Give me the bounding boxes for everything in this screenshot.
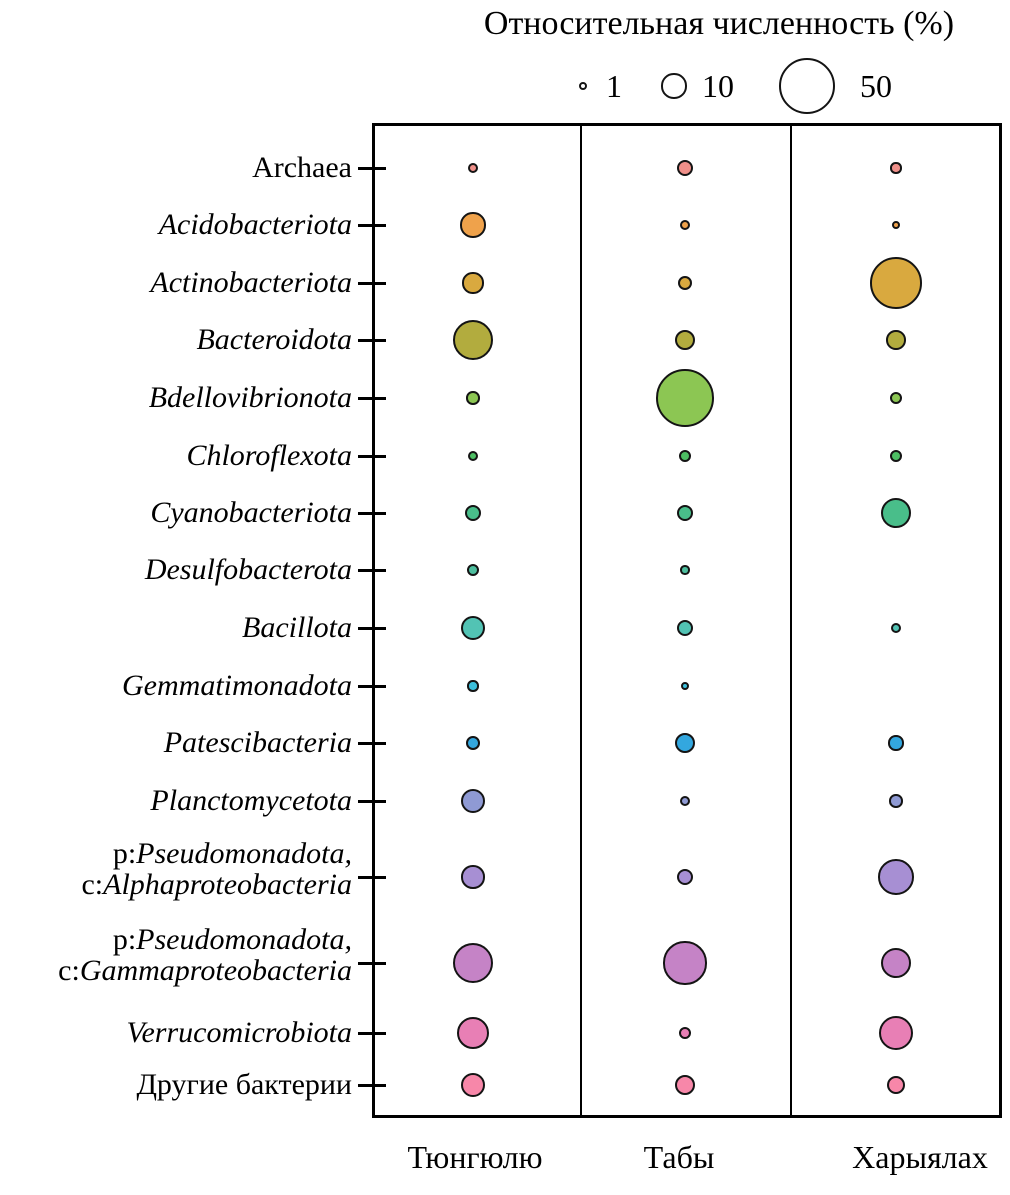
bubble-Тюнгюлю-12 [461,865,484,888]
row-label-line: Chloroflexota [186,439,352,472]
row-label-14 [0,1017,352,1049]
row-label-12 [0,838,352,900]
bubble-Табы-7 [680,565,689,574]
bubble-Тюнгюлю-13 [453,943,493,983]
row-label-line: p:Pseudomonadota, [112,923,352,956]
row-label-11 [0,785,352,817]
axis-tick [358,876,386,879]
row-label-line: Verrucomicrobiota [126,1016,352,1049]
row-label-line: Actinobacteriota [150,266,352,299]
legend-label-1: 1 [606,68,622,104]
axis-tick [358,167,386,170]
row-label-9 [0,670,352,702]
bubble-Тюнгюлю-15 [461,1073,485,1097]
row-label-line: Archaea [252,151,352,184]
row-label-line: Planctomycetota [150,784,352,817]
row-label-line: Cyanobacteriota [150,496,352,529]
axis-tick [358,455,386,458]
axis-tick [358,512,386,515]
axis-tick [358,800,386,803]
axis-tick [358,397,386,400]
axis-tick [358,962,386,965]
bubble-Табы-1 [680,220,690,230]
bubble-Тюнгюлю-10 [466,736,480,750]
bubble-Табы-14 [679,1027,691,1039]
bubble-Тюнгюлю-9 [467,680,478,691]
row-label-3 [0,324,352,356]
row-label-line: Bacillota [242,611,352,644]
axis-tick [358,1084,386,1087]
axis-tick [358,742,386,745]
bubble-Харыялах-8 [891,623,901,633]
bubble-Табы-3 [675,330,695,350]
row-label-line: c:Alphaproteobacteria [81,868,352,901]
panel-divider-2 [790,123,792,1118]
legend-title: Относительная численность (%) [483,5,955,42]
column-label-1: Табы [643,1139,715,1175]
legend-label-50: 50 [860,68,892,104]
bubble-Харыялах-1 [892,221,900,229]
axis-tick [358,685,386,688]
bubble-Табы-4 [656,369,714,427]
row-label-7 [0,554,352,586]
bubble-Харыялах-2 [870,257,922,309]
bubble-Тюнгюлю-8 [461,616,485,640]
axis-tick [358,627,386,630]
row-label-1 [0,209,352,241]
bubble-Харыялах-0 [890,162,901,173]
row-label-13 [0,924,352,986]
row-label-6 [0,497,352,529]
row-label-4 [0,382,352,414]
bubble-Тюнгюлю-4 [466,391,479,404]
row-label-line: p:Pseudomonadota, [112,837,352,870]
axis-tick [358,339,386,342]
bubble-Табы-11 [680,796,690,806]
legend-label-10: 10 [702,68,734,104]
bubble-Табы-12 [677,869,693,885]
bubble-Тюнгюлю-2 [462,272,483,293]
bubble-Харыялах-6 [881,498,911,528]
row-label-line: Bacteroidota [196,323,352,356]
row-label-line: Acidobacteriota [158,208,352,241]
bubble-Харыялах-3 [886,330,906,350]
bubble-Харыялах-11 [889,794,902,807]
axis-tick [358,569,386,572]
bubble-Харыялах-10 [888,735,903,750]
axis-tick [358,1032,386,1035]
bubble-Тюнгюлю-11 [461,789,485,813]
row-label-line: Desulfobacterota [144,553,352,586]
row-label-line: c:Gammaproteobacteria [58,954,352,987]
row-label-5 [0,440,352,472]
axis-tick [358,224,386,227]
row-label-8 [0,612,352,644]
column-label-0: Тюнгюлю [407,1139,543,1175]
bubble-Табы-9 [681,682,689,690]
row-label-line: Bdellovibrionota [148,381,352,414]
bubble-Тюнгюлю-1 [460,212,485,237]
axis-tick [358,282,386,285]
column-label-2: Харыялах [852,1139,988,1175]
row-label-line: Gemmatimonadota [122,669,352,702]
bubble-Харыялах-12 [878,859,914,895]
row-label-line: Patescibacteria [163,726,352,759]
bubble-Табы-8 [677,620,693,636]
panel-divider-1 [580,123,582,1118]
bubble-Табы-13 [663,941,706,984]
row-label-2 [0,267,352,299]
bubble-Харыялах-4 [890,392,902,404]
row-label-line: Другие бактерии [136,1068,352,1101]
legend-circle-50 [779,58,836,115]
row-label-15 [0,1069,352,1101]
row-label-10 [0,727,352,759]
row-label-0 [0,152,352,184]
